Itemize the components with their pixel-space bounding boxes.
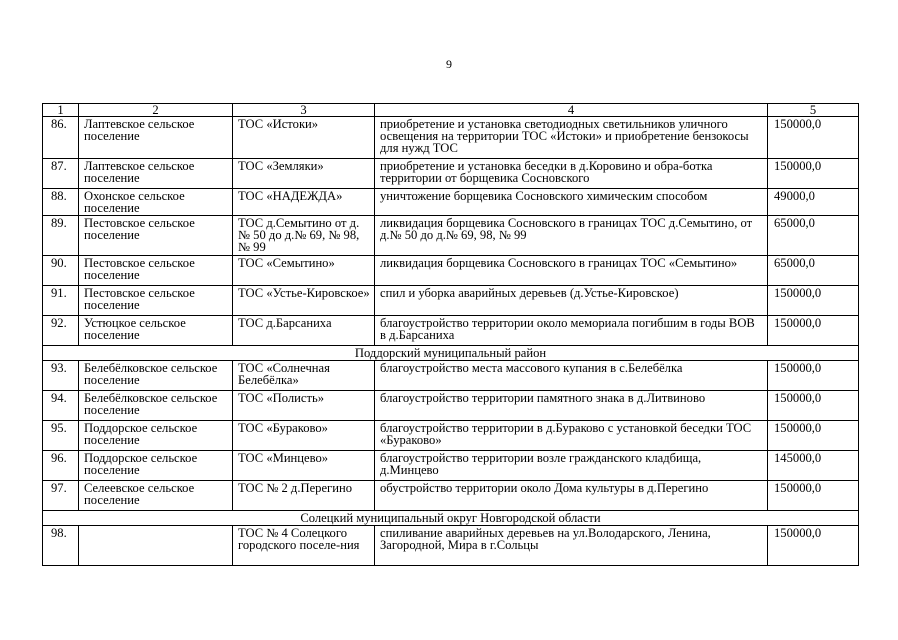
row-number-cell: 91.	[43, 286, 79, 316]
activity-cell: благоустройство территории возле гражданского кладбища, д.Минцево	[375, 451, 768, 481]
settlement-cell: Пестовское сельское поселение	[79, 286, 233, 316]
amount-cell: 150000,0	[768, 117, 859, 159]
row-number-cell: 95.	[43, 421, 79, 451]
settlement-cell: Поддорское сельское поселение	[79, 421, 233, 451]
row-number-cell: 92.	[43, 316, 79, 346]
table-row	[43, 189, 859, 216]
settlement-cell: Пестовское сельское поселение	[79, 256, 233, 286]
column-header: 5	[768, 104, 859, 117]
tos-name-cell: ТОС «Истоки»	[233, 117, 375, 159]
table-row	[43, 216, 859, 256]
table-row	[43, 526, 859, 566]
table-row	[43, 286, 859, 316]
settlement-cell: Селеевское сельское поселение	[79, 481, 233, 511]
activity-cell: спиливание аварийных деревьев на ул.Володарского, Ленина, Загородной, Мира в г.Сольцы	[375, 526, 768, 566]
section-title: Поддорский муниципальный район	[43, 346, 859, 361]
tos-name-cell: ТОС № 4 Солецкого городского поселе-ния	[233, 526, 375, 566]
row-number-cell: 86.	[43, 117, 79, 159]
table-row	[43, 451, 859, 481]
table-row	[43, 481, 859, 511]
tos-name-cell: ТОС д.Семытино от д.№ 50 до д.№ 69, № 98, № 99	[233, 216, 375, 256]
amount-cell: 150000,0	[768, 526, 859, 566]
settlement-cell: Поддорское сельское поселение	[79, 451, 233, 481]
amount-cell: 145000,0	[768, 451, 859, 481]
section-title: Солецкий муниципальный округ Новгородской области	[43, 511, 859, 526]
table-row	[43, 256, 859, 286]
settlement-cell: Устюцкое сельское поселение	[79, 316, 233, 346]
amount-cell: 65000,0	[768, 256, 859, 286]
tos-name-cell: ТОС «Земляки»	[233, 159, 375, 189]
tos-name-cell: ТОС д.Барсаниха	[233, 316, 375, 346]
row-number-cell: 94.	[43, 391, 79, 421]
settlement-cell: Пестовское сельское поселение	[79, 216, 233, 256]
table-row	[43, 361, 859, 391]
settlement-cell	[79, 526, 233, 566]
tos-name-cell: ТОС «Семытино»	[233, 256, 375, 286]
row-number-cell: 96.	[43, 451, 79, 481]
activity-cell: спил и уборка аварийных деревьев (д.Устье-Кировское)	[375, 286, 768, 316]
amount-cell: 49000,0	[768, 189, 859, 216]
settlement-cell: Лаптевское сельское поселение	[79, 159, 233, 189]
column-header: 3	[233, 104, 375, 117]
grants-table	[42, 103, 859, 566]
tos-name-cell: ТОС «Полисть»	[233, 391, 375, 421]
row-number-cell: 97.	[43, 481, 79, 511]
amount-cell: 150000,0	[768, 316, 859, 346]
activity-cell: ликвидация борщевика Сосновского в границах ТОС д.Семытино, от д.№ 50 до д.№ 69, 98, № 99	[375, 216, 768, 256]
row-number-cell: 98.	[43, 526, 79, 566]
table-row	[43, 316, 859, 346]
column-header: 4	[375, 104, 768, 117]
amount-cell: 150000,0	[768, 481, 859, 511]
amount-cell: 65000,0	[768, 216, 859, 256]
tos-name-cell: ТОС «Минцево»	[233, 451, 375, 481]
amount-cell: 150000,0	[768, 159, 859, 189]
column-header: 2	[79, 104, 233, 117]
amount-cell: 150000,0	[768, 421, 859, 451]
settlement-cell: Белебёлковское сельское поселение	[79, 361, 233, 391]
section-header-row	[43, 511, 859, 526]
activity-cell: обустройство территории около Дома культуры в д.Перегино	[375, 481, 768, 511]
activity-cell: благоустройство территории около мемориала погибшим в годы ВОВ в д.Барсаниха	[375, 316, 768, 346]
tos-name-cell: ТОС «НАДЕЖДА»	[233, 189, 375, 216]
activity-cell: ликвидация борщевика Сосновского в границах ТОС «Семытино»	[375, 256, 768, 286]
settlement-cell: Лаптевское сельское поселение	[79, 117, 233, 159]
tos-name-cell: ТОС «Бураково»	[233, 421, 375, 451]
tos-name-cell: ТОС «Солнечная Белебёлка»	[233, 361, 375, 391]
activity-cell: уничтожение борщевика Сосновского химическим способом	[375, 189, 768, 216]
settlement-cell: Белебёлковское сельское поселение	[79, 391, 233, 421]
amount-cell: 150000,0	[768, 286, 859, 316]
amount-cell: 150000,0	[768, 361, 859, 391]
table-row	[43, 391, 859, 421]
row-number-cell: 87.	[43, 159, 79, 189]
section-header-row	[43, 346, 859, 361]
tos-name-cell: ТОС № 2 д.Перегино	[233, 481, 375, 511]
activity-cell: благоустройство места массового купания в с.Белебёлка	[375, 361, 768, 391]
column-header: 1	[43, 104, 79, 117]
activity-cell: приобретение и установка беседки в д.Коровино и обра-ботка территории от борщевика Сосновского	[375, 159, 768, 189]
settlement-cell: Охонское сельское поселение	[79, 189, 233, 216]
table-row	[43, 117, 859, 159]
page-number: 9	[446, 57, 452, 71]
amount-cell: 150000,0	[768, 391, 859, 421]
table-row	[43, 159, 859, 189]
row-number-cell: 89.	[43, 216, 79, 256]
row-number-cell: 93.	[43, 361, 79, 391]
row-number-cell: 90.	[43, 256, 79, 286]
table-row	[43, 421, 859, 451]
activity-cell: приобретение и установка светодиодных светильников уличного освещения на территории ТОС «Истоки» и приобретение бензокосы для нужд ТОС	[375, 117, 768, 159]
activity-cell: благоустройство территории памятного знака в д.Литвиново	[375, 391, 768, 421]
activity-cell: благоустройство территории в д.Бураково с установкой беседки ТОС «Бураково»	[375, 421, 768, 451]
row-number-cell: 88.	[43, 189, 79, 216]
table-header-row	[43, 104, 859, 117]
tos-name-cell: ТОС «Устье-Кировское»	[233, 286, 375, 316]
